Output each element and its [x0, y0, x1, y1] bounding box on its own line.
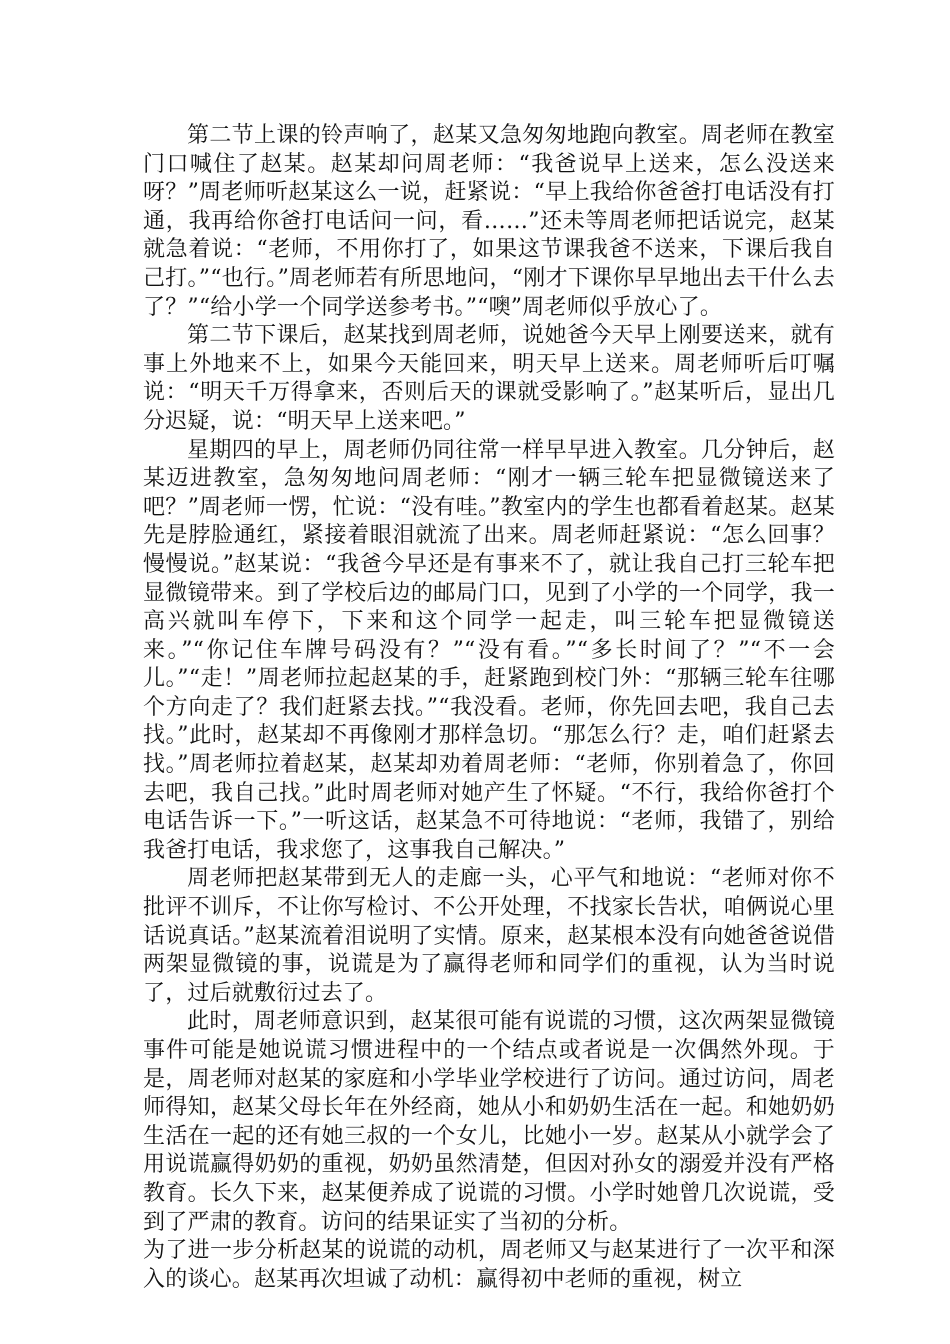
- paragraph-1: 第二节上课的铃声响了，赵某又急匆匆地跑向教室。周老师在教室门口喊住了赵某。赵某却问周老师：“我爸说早上送来，怎么没送来呀？”周老师听赵某这么一说，赶紧说：“早上我给你爸爸打电话没有打通，我再给你爸打电话问一问，看……”还未等周老师把话说完，赵某就急着说：“老师，不用你打了，如果这节课我爸不送来，下课后我自己打。”“也行。”周老师若有所思地问，“刚才下课你早早地出去干什么去了？”“给小学一个同学送参考书。”“噢”周老师似乎放心了。: [143, 123, 835, 320]
- paragraph-2: 第二节下课后，赵某找到周老师，说她爸今天早上刚要送来，就有事上外地来不上，如果今天能回来，明天早上送来。周老师听后叮嘱说：“明天千万得拿来，否则后天的课就受影响了。”赵某听后，显出几分迟疑，说：“明天早上送来吧。”: [143, 323, 835, 434]
- paragraph-3: 星期四的早上，周老师仍同往常一样早早进入教室。几分钟后，赵某迈进教室，急匆匆地问周老师：“刚才一辆三轮车把显微镜送来了吧？”周老师一愣，忙说：“没有哇。”教室内的学生也都看着赵某。赵某先是脖脸通红，紧接着眼泪就流了出来。周老师赶紧说：“怎么回事？慢慢说。”赵某说：“我爸今早还是有事来不了，就让我自己打三轮车把显微镜带来。到了学校后边的邮局门口，见到了小学的一个同学，我一高兴就叫车停下，下来和这个同学一起走，叫三轮车把显微镜送来。”“你记住车牌号码没有？”“没有看。”“多长时间了？”“不一会儿。”“走！”周老师拉起赵某的手，赶紧跑到校门外：“那辆三轮车往哪个方向走了？我们赶紧去找。”“我没看。老师，你先回去吧，我自己去找。”此时，赵某却不再像刚才那样急切。“那怎么行？走，咱们赶紧去找。”周老师拉着赵某，赵某却劝着周老师：“老师，你别着急了，你回去吧，我自己找。”此时周老师对她产生了怀疑。“不行，我给你爸打个电话告诉一下。”一听这话，赵某急不可待地说：“老师，我错了，别给我爸打电话，我求您了，这事我自己解决。”: [143, 437, 835, 863]
- paragraph-5: 此时，周老师意识到，赵某很可能有说谎的习惯，这次两架显微镜事件可能是她说谎习惯进程中的一个结点或者说是一次偶然外现。于是，周老师对赵某的家庭和小学毕业学校进行了访问。通过访问，周老师得知，赵某父母长年在外经商，她从小和奶奶生活在一起。和她奶奶生活在一起的还有她三叔的一个女儿，比她小一岁。赵某从小就学会了用说谎赢得奶奶的重视，奶奶虽然清楚，但因对孙女的溺爱并没有严格教育。长久下来，赵某便养成了说谎的习惯。小学时她曾几次说谎，受到了严肃的教育。访问的结果证实了当初的分析。: [143, 1009, 835, 1235]
- paragraph-6: 为了进一步分析赵某的说谎的动机，周老师又与赵某进行了一次平和深入的谈心。赵某再次坦诚了动机：赢得初中老师的重视，树立: [143, 1238, 835, 1292]
- document-page: [143, 122, 835, 1294]
- paragraph-4: 周老师把赵某带到无人的走廊一头，心平气和地说：“老师对你不批评不训斥，不让你写检讨、不公开处理，不找家长告状，咱俩说心里话说真话。”赵某流着泪说明了实情。原来，赵某根本没有向她爸爸说借两架显微镜的事，说谎是为了赢得老师和同学们的重视，认为当时说了，过后就敷衍过去了。: [143, 866, 835, 1006]
